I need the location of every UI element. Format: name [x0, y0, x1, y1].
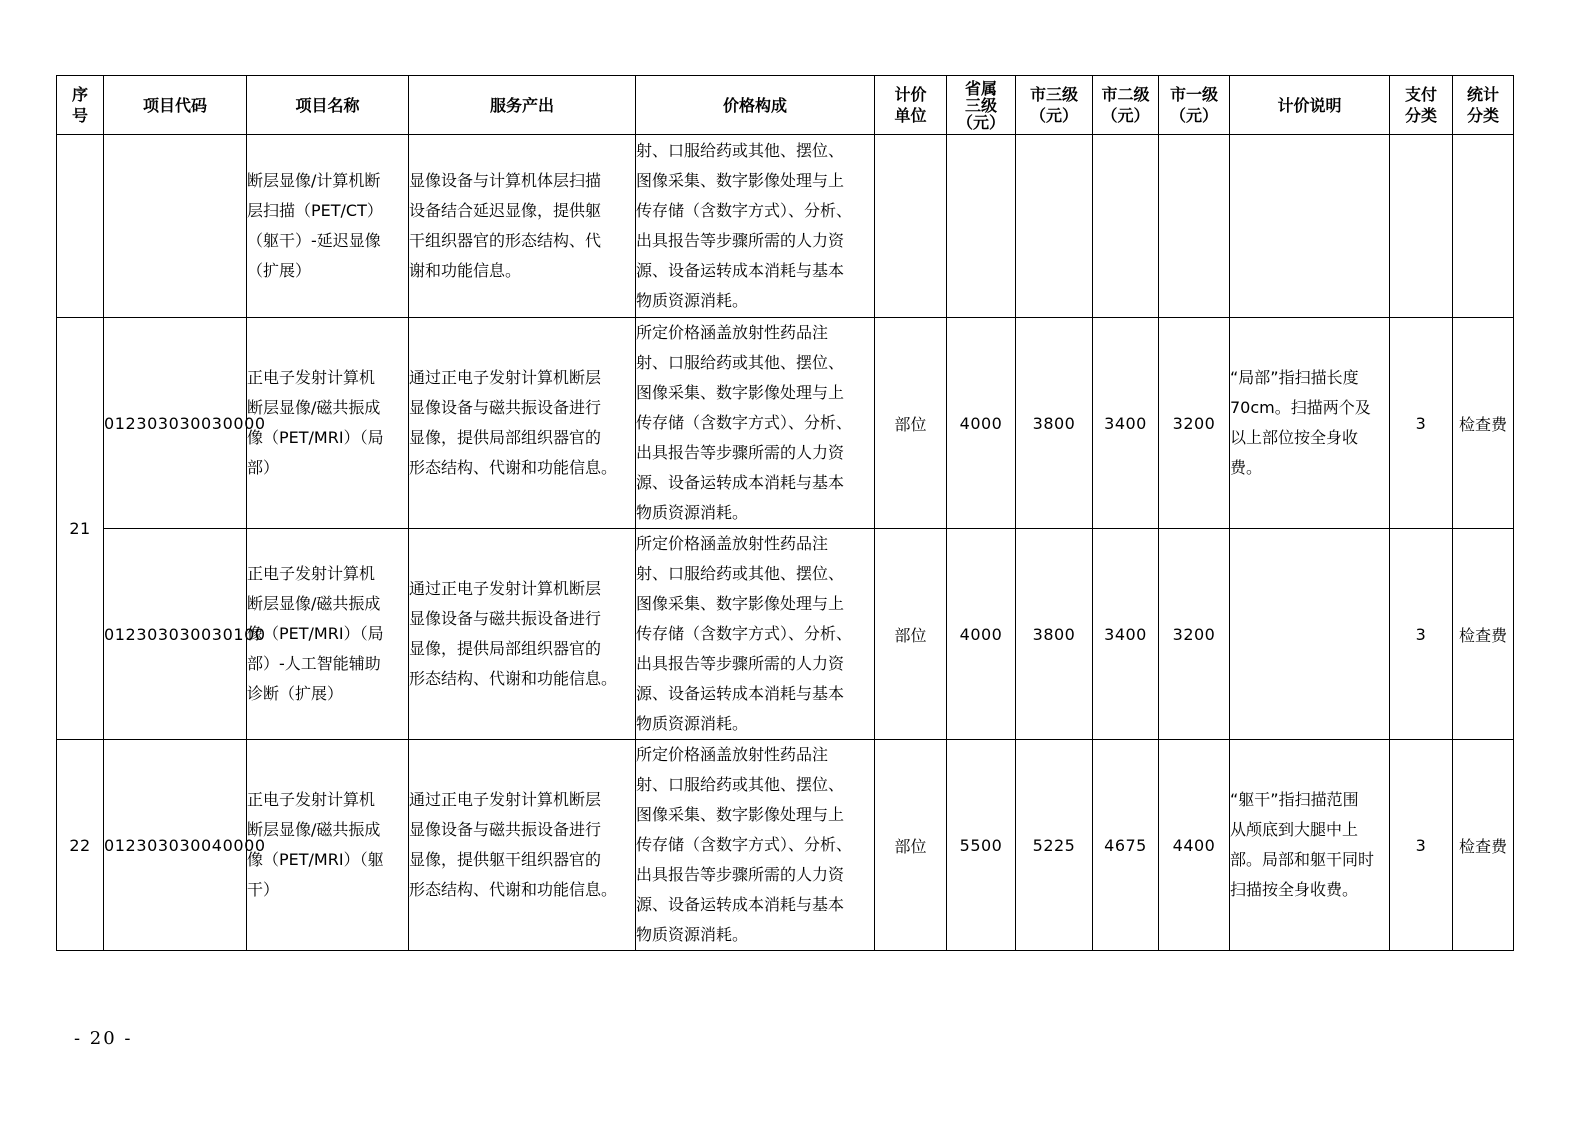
cell-composition: 所定价格涵盖放射性药品注 射、口服给药或其他、摆位、 图像采集、数字影像处理与上 传存储（含数字方式）、分析、 出具报告等步骤所需的人力资 源、设备运转成本消耗与基本 物质资源消耗。	[636, 740, 875, 951]
cell-name: 断层显像/计算机断 层扫描（PET/CT） （躯干）-延迟显像 （扩展）	[247, 135, 409, 318]
cell-code	[104, 135, 247, 318]
header-seq: 序 号	[57, 76, 104, 135]
cell-composition: 所定价格涵盖放射性药品注 射、口服给药或其他、摆位、 图像采集、数字影像处理与上 传存储（含数字方式）、分析、 出具报告等步骤所需的人力资 源、设备运转成本消耗与基本 物质资源消耗。	[636, 318, 875, 529]
cell-seq: 22	[57, 740, 104, 951]
cell-city3: 3800	[1016, 318, 1093, 529]
cell-city1: 4400	[1159, 740, 1230, 951]
cell-pay: 3	[1390, 740, 1453, 951]
cell-city2: 3400	[1093, 529, 1159, 740]
cell-seq: 21	[57, 318, 104, 740]
cell-city3: 3800	[1016, 529, 1093, 740]
header-name: 项目名称	[247, 76, 409, 135]
table-row	[57, 529, 1514, 740]
cell-composition: 所定价格涵盖放射性药品注 射、口服给药或其他、摆位、 图像采集、数字影像处理与上 传存储（含数字方式）、分析、 出具报告等步骤所需的人力资 源、设备运转成本消耗与基本 物质资源消耗。	[636, 529, 875, 740]
table-row	[57, 740, 1514, 951]
header-code: 项目代码	[104, 76, 247, 135]
cell-output: 通过正电子发射计算机断层 显像设备与磁共振设备进行 显像，提供躯干组织器官的 形态结构、代谢和功能信息。	[409, 740, 636, 951]
cell-prov: 4000	[947, 529, 1016, 740]
cell-city3: 5225	[1016, 740, 1093, 951]
cell-stat: 检查费	[1453, 318, 1514, 529]
price-table	[56, 75, 1514, 951]
cell-note: “躯干”指扫描范围 从颅底到大腿中上 部。局部和躯干同时 扫描按全身收费。	[1230, 740, 1390, 951]
cell-composition: 射、口服给药或其他、摆位、 图像采集、数字影像处理与上 传存储（含数字方式）、分析、 出具报告等步骤所需的人力资 源、设备运转成本消耗与基本 物质资源消耗。	[636, 135, 875, 318]
cell-unit: 部位	[875, 740, 947, 951]
cell-name: 正电子发射计算机 断层显像/磁共振成 像（PET/MRI）（局 部）-人工智能辅助 诊断（扩展）	[247, 529, 409, 740]
cell-note: “局部”指扫描长度 70cm。扫描两个及 以上部位按全身收 费。	[1230, 318, 1390, 529]
cell-city3	[1016, 135, 1093, 318]
table-row	[57, 318, 1514, 529]
cell-city1	[1159, 135, 1230, 318]
cell-pay	[1390, 135, 1453, 318]
cell-prov: 5500	[947, 740, 1016, 951]
header-note: 计价说明	[1230, 76, 1390, 135]
header-city1: 市一级 （元）	[1159, 76, 1230, 135]
header-city2: 市二级 （元）	[1093, 76, 1159, 135]
cell-name: 正电子发射计算机 断层显像/磁共振成 像（PET/MRI）（躯 干）	[247, 740, 409, 951]
header-stat: 统计 分类	[1453, 76, 1514, 135]
cell-output: 通过正电子发射计算机断层 显像设备与磁共振设备进行 显像，提供局部组织器官的 形态结构、代谢和功能信息。	[409, 318, 636, 529]
cell-output: 显像设备与计算机体层扫描 设备结合延迟显像，提供躯 干组织器官的形态结构、代 谢和功能信息。	[409, 135, 636, 318]
cell-prov: 4000	[947, 318, 1016, 529]
header-unit: 计价 单位	[875, 76, 947, 135]
cell-note	[1230, 529, 1390, 740]
header-composition: 价格构成	[636, 76, 875, 135]
cell-pay: 3	[1390, 318, 1453, 529]
cell-prov	[947, 135, 1016, 318]
cell-pay: 3	[1390, 529, 1453, 740]
cell-code: 012303030030100	[104, 529, 247, 740]
table-row	[57, 135, 1514, 318]
header-output: 服务产出	[409, 76, 636, 135]
cell-city2: 3400	[1093, 318, 1159, 529]
header-row	[57, 76, 1514, 135]
header-city3: 市三级 （元）	[1016, 76, 1093, 135]
cell-code: 012303030030000	[104, 318, 247, 529]
cell-city2	[1093, 135, 1159, 318]
cell-city1: 3200	[1159, 529, 1230, 740]
cell-city2: 4675	[1093, 740, 1159, 951]
cell-unit: 部位	[875, 318, 947, 529]
header-prov: 省属 三级 （元）	[947, 76, 1016, 135]
cell-unit	[875, 135, 947, 318]
cell-code: 012303030040000	[104, 740, 247, 951]
cell-stat	[1453, 135, 1514, 318]
cell-seq	[57, 135, 104, 318]
page-number: - 20 -	[74, 1028, 133, 1049]
cell-output: 通过正电子发射计算机断层 显像设备与磁共振设备进行 显像，提供局部组织器官的 形态结构、代谢和功能信息。	[409, 529, 636, 740]
cell-stat: 检查费	[1453, 529, 1514, 740]
cell-unit: 部位	[875, 529, 947, 740]
cell-stat: 检查费	[1453, 740, 1514, 951]
header-pay: 支付 分类	[1390, 76, 1453, 135]
cell-note	[1230, 135, 1390, 318]
cell-name: 正电子发射计算机 断层显像/磁共振成 像（PET/MRI）（局 部）	[247, 318, 409, 529]
cell-city1: 3200	[1159, 318, 1230, 529]
